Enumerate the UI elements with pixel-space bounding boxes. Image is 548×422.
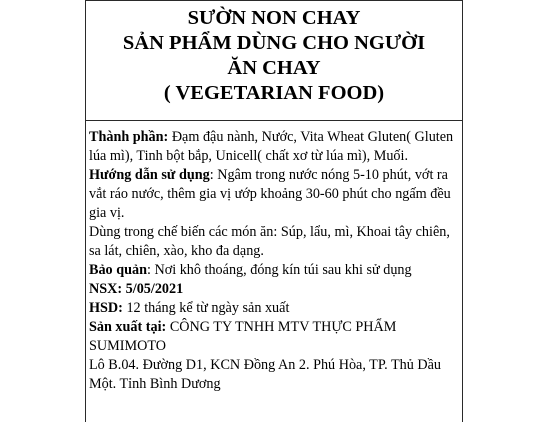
address-text: Lô B.04. Đường D1, KCN Đồng An 2. Phú Hòa, TP. Thủ Dầu Một. Tỉnh Bình Dương <box>89 357 442 392</box>
product-subtitle-cont: ĂN CHAY <box>227 57 321 79</box>
usage-text: : Ngâm trong nước nóng 5-10 phút, vớt ra vắt ráo nước, thêm gia vị ướp khoảng 30-60 phút cho ngấm đều gia vị. <box>89 167 451 221</box>
header-divider <box>85 120 463 121</box>
expiry-label: HSD: <box>89 300 123 316</box>
usage-label: Hướng dẫn sử dụng <box>89 167 210 183</box>
expiry-text: 12 tháng kể từ ngày sản xuất <box>122 300 290 316</box>
producer-section <box>89 318 459 356</box>
label-header <box>86 6 462 106</box>
expiry-section <box>89 299 459 318</box>
dishes-section <box>89 223 459 261</box>
label-border-top <box>85 0 463 1</box>
dishes-text: Dùng trong chế biến các món ăn: Súp, lẩu, mì, Khoai tây chiên, sa lát, chiên, xào, kho đa dạng. <box>89 224 450 259</box>
ingredients-text: Đạm đậu nành, Nước, Vita Wheat Gluten( Gluten lúa mì), Tinh bột bắp, Unicell( chất xơ từ lúa mì), Muối. <box>89 129 454 164</box>
product-name: SƯỜN NON CHAY <box>187 7 361 29</box>
mfg-date: NSX: 5/05/2021 <box>89 281 184 297</box>
producer-text-cont: SUMIMOTO <box>89 338 166 354</box>
storage-section <box>89 261 459 280</box>
label-body <box>89 128 459 394</box>
producer-label: Sản xuất tại: <box>89 319 167 335</box>
producer-text: CÔNG TY TNHH MTV THỰC PHẨM <box>166 319 397 335</box>
ingredients-label: Thành phần: <box>89 129 169 145</box>
storage-label: Bảo quản <box>89 262 147 278</box>
usage-section <box>89 166 459 223</box>
mfg-date-section <box>89 280 459 299</box>
storage-text: : Nơi khô thoáng, đóng kín túi sau khi sử dụng <box>146 262 412 278</box>
label-border-right <box>462 0 463 422</box>
product-subtitle: SẢN PHẨM DÙNG CHO NGƯỜI <box>122 32 426 54</box>
address-section <box>89 356 459 394</box>
ingredients-section <box>89 128 459 166</box>
product-english-name: ( VEGETARIAN FOOD) <box>163 82 385 104</box>
